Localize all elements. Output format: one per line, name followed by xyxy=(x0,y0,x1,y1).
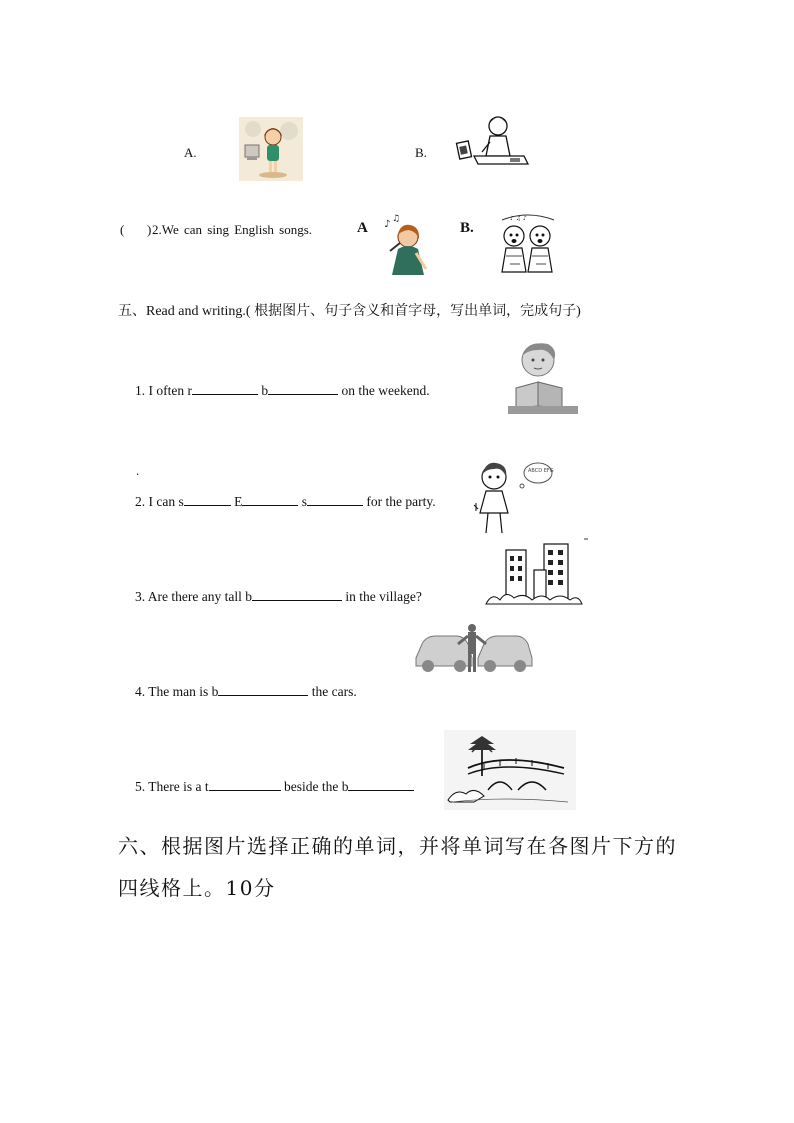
answer-blank[interactable] xyxy=(184,493,231,506)
q2-question-text: 2.We can sing English songs. xyxy=(152,222,313,237)
answer-blank[interactable] xyxy=(268,382,338,395)
answer-blank[interactable] xyxy=(348,778,414,791)
stray-dot: . xyxy=(136,463,140,478)
girl-singing-picture xyxy=(370,213,434,279)
q2-paren-open: ( xyxy=(120,222,125,237)
tall-buildings-picture xyxy=(484,540,584,610)
svg-text:♫: ♫ xyxy=(392,214,401,224)
q1-option-a-label: A. xyxy=(184,145,197,160)
girl-singing-bubble-picture xyxy=(466,455,590,543)
item-number: 2. xyxy=(135,494,146,509)
svg-text:♪: ♪ xyxy=(384,219,391,230)
answer-blank[interactable] xyxy=(218,683,308,696)
exercise-item-2 xyxy=(135,493,436,510)
sentence-part: for the party. xyxy=(366,494,436,509)
sentence-part: E xyxy=(234,494,243,509)
q2-option-a-label: A xyxy=(357,220,368,236)
sentence-part: Are there any tall b xyxy=(147,589,252,604)
exercise-item-1 xyxy=(135,382,430,399)
q1-option-b-label: B. xyxy=(415,145,427,160)
sentence-part: I can s xyxy=(148,494,184,509)
section-5-title: 五、Read and writing.( 根据图片、句子含义和首字母，写出单词，完成句子) xyxy=(118,304,581,319)
sentence-part: in the village? xyxy=(345,589,422,604)
kids-singing-picture xyxy=(492,212,564,276)
boy-writing-picture xyxy=(454,112,530,174)
answer-blank[interactable] xyxy=(209,778,281,791)
answer-blank[interactable] xyxy=(307,493,363,506)
man-between-cars-picture xyxy=(412,622,534,676)
sentence-part: I often r xyxy=(148,383,192,398)
item-number: 4. xyxy=(135,684,146,699)
q2-option-b-label: B. xyxy=(460,220,474,236)
sentence-part: on the weekend. xyxy=(341,383,430,398)
exercise-item-4 xyxy=(135,683,357,700)
sentence-part: There is a t xyxy=(148,779,209,794)
tree-bridge-picture xyxy=(444,730,576,810)
sentence-part: the cars. xyxy=(311,684,357,699)
speech-bubble-text: ABCD EFG xyxy=(528,468,554,474)
svg-text:♪ ♫ ♪: ♪ ♫ ♪ xyxy=(510,215,527,222)
girl-computer-picture xyxy=(239,117,303,181)
item-number: 1. xyxy=(135,383,146,398)
item-number: 5. xyxy=(135,779,146,794)
answer-blank[interactable] xyxy=(192,382,258,395)
item-number: 3. xyxy=(135,589,146,604)
section-6-title: 六、根据图片选择正确的单词，并将单词写在各图片下方的四线格上。10分 xyxy=(118,834,677,900)
sentence-part: The man is b xyxy=(148,684,219,699)
q2-paren-close: ) xyxy=(147,222,152,237)
answer-blank[interactable] xyxy=(252,588,342,601)
sentence-part: s xyxy=(301,494,307,509)
exercise-item-5 xyxy=(135,778,414,795)
sentence-part: b xyxy=(261,383,269,398)
answer-blank[interactable] xyxy=(242,493,298,506)
sentence-part: beside the b xyxy=(284,779,349,794)
boy-reading-book-picture xyxy=(500,336,580,416)
exercise-item-3 xyxy=(135,588,422,605)
